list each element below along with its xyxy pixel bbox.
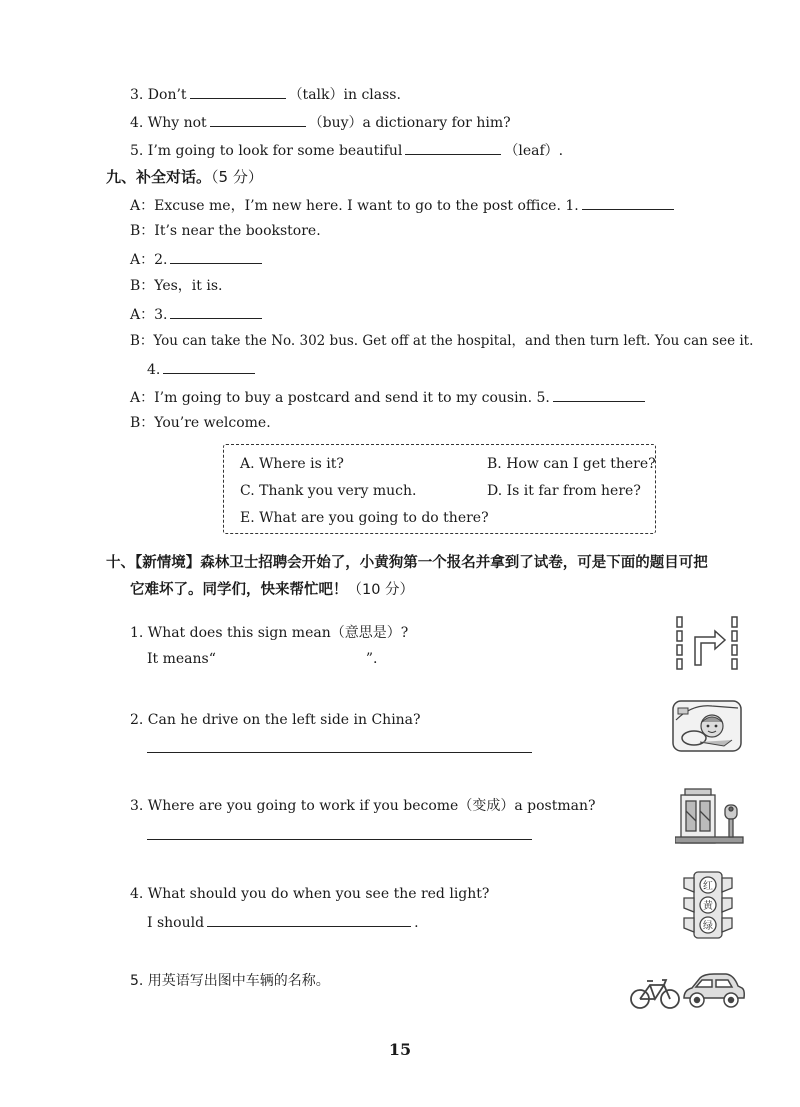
answer-3-line[interactable] bbox=[147, 839, 532, 840]
item-text: （talk）in class. bbox=[288, 87, 401, 103]
answer-blank[interactable] bbox=[582, 195, 674, 210]
item-text: 3. Don’t bbox=[130, 87, 187, 103]
option-c: C. Thank you very much. bbox=[240, 483, 417, 499]
dialogue-line-6 bbox=[130, 332, 753, 350]
answer-blank[interactable] bbox=[207, 912, 411, 927]
page-number: 15 bbox=[388, 1040, 412, 1059]
dialogue-line-7 bbox=[147, 359, 258, 379]
dialogue-line-3 bbox=[130, 249, 265, 269]
answer-blank[interactable] bbox=[190, 84, 286, 99]
dialogue-text: B：You can take the No. 302 bus. Get off at the hospital，and then turn left. You can see it. bbox=[130, 333, 754, 349]
turn-right-sign-icon bbox=[675, 615, 741, 671]
dialogue-line-1 bbox=[130, 195, 677, 215]
dialogue-line-2 bbox=[130, 222, 321, 240]
fill-item-4 bbox=[130, 112, 511, 132]
dialogue-text: A：Excuse me，I’m new here. I want to go to the post office. 1. bbox=[130, 198, 579, 214]
answer-suffix: . bbox=[414, 915, 419, 931]
answer-suffix: ”. bbox=[365, 651, 378, 667]
post-office-icon bbox=[675, 787, 745, 845]
light-label-yellow: 黄 bbox=[703, 901, 713, 912]
question-3: 3. Where are you going to work if you become（变成）a postman? bbox=[130, 798, 596, 814]
option-b: B. How can I get there? bbox=[487, 456, 656, 472]
item-text: （buy）a dictionary for him? bbox=[308, 115, 511, 131]
answer-blank[interactable] bbox=[163, 359, 255, 374]
answer-blank[interactable] bbox=[170, 249, 262, 264]
answer-4-line bbox=[147, 912, 419, 932]
item-text: 4. Why not bbox=[130, 115, 207, 131]
answer-blank[interactable] bbox=[405, 140, 501, 155]
driver-car-icon bbox=[672, 700, 742, 752]
section-score: （5 分） bbox=[211, 168, 263, 186]
question-4: 4. What should you do when you see the red light? bbox=[130, 886, 490, 902]
answer-blank[interactable] bbox=[170, 304, 262, 319]
dialogue-text: 4. bbox=[147, 362, 161, 378]
dialogue-text: B：Yes，it is. bbox=[130, 278, 223, 294]
option-d: D. Is it far from here? bbox=[487, 483, 641, 499]
dialogue-line-4 bbox=[130, 277, 222, 295]
dialogue-text: A：2. bbox=[130, 252, 168, 268]
section-title: 它难坏了。同学们，快来帮忙吧！ bbox=[130, 582, 348, 598]
option-e: E. What are you going to do there? bbox=[240, 510, 489, 526]
options-box bbox=[223, 444, 656, 534]
question-5: 5. 用英语写出图中车辆的名称。 bbox=[130, 973, 330, 989]
dialogue-line-8 bbox=[130, 387, 648, 407]
dialogue-text: A：3. bbox=[130, 307, 168, 323]
item-text: （leaf）. bbox=[504, 143, 564, 159]
section-title: 九、补全对话。 bbox=[106, 168, 212, 186]
section-9-heading bbox=[106, 166, 263, 187]
section-title: 十、【新情境】森林卫士招聘会开始了，小黄狗第一个报名并拿到了试卷，可是下面的题目可把 bbox=[106, 555, 708, 571]
answer-blank[interactable] bbox=[210, 112, 306, 127]
answer-prefix: It means“ bbox=[147, 651, 216, 667]
car-icon bbox=[682, 972, 746, 1012]
dialogue-line-9 bbox=[130, 414, 271, 432]
section-10-heading-cont bbox=[130, 578, 414, 599]
question-2: 2. Can he drive on the left side in China? bbox=[130, 712, 421, 728]
dialogue-text: B：You’re welcome. bbox=[130, 415, 271, 431]
answer-blank[interactable] bbox=[553, 387, 645, 402]
section-10-heading bbox=[106, 551, 708, 572]
option-a: A. Where is it? bbox=[240, 456, 344, 472]
item-text: 5. I’m going to look for some beautiful bbox=[130, 143, 403, 159]
light-label-red: 红 bbox=[703, 881, 713, 892]
traffic-light-icon bbox=[680, 870, 736, 940]
question-1: 1. What does this sign mean（意思是）? bbox=[130, 625, 409, 641]
answer-1-line bbox=[147, 650, 377, 668]
fill-item-3 bbox=[130, 84, 401, 104]
section-score: （10 分） bbox=[347, 582, 415, 598]
bicycle-icon bbox=[630, 975, 680, 1011]
answer-2-line[interactable] bbox=[147, 752, 532, 753]
dialogue-line-5 bbox=[130, 304, 265, 324]
dialogue-text: A：I’m going to buy a postcard and send it to my cousin. 5. bbox=[130, 390, 550, 406]
fill-item-5 bbox=[130, 140, 563, 160]
dialogue-text: B：It’s near the bookstore. bbox=[130, 223, 321, 239]
answer-prefix: I should bbox=[147, 915, 205, 931]
light-label-green: 绿 bbox=[703, 921, 713, 932]
